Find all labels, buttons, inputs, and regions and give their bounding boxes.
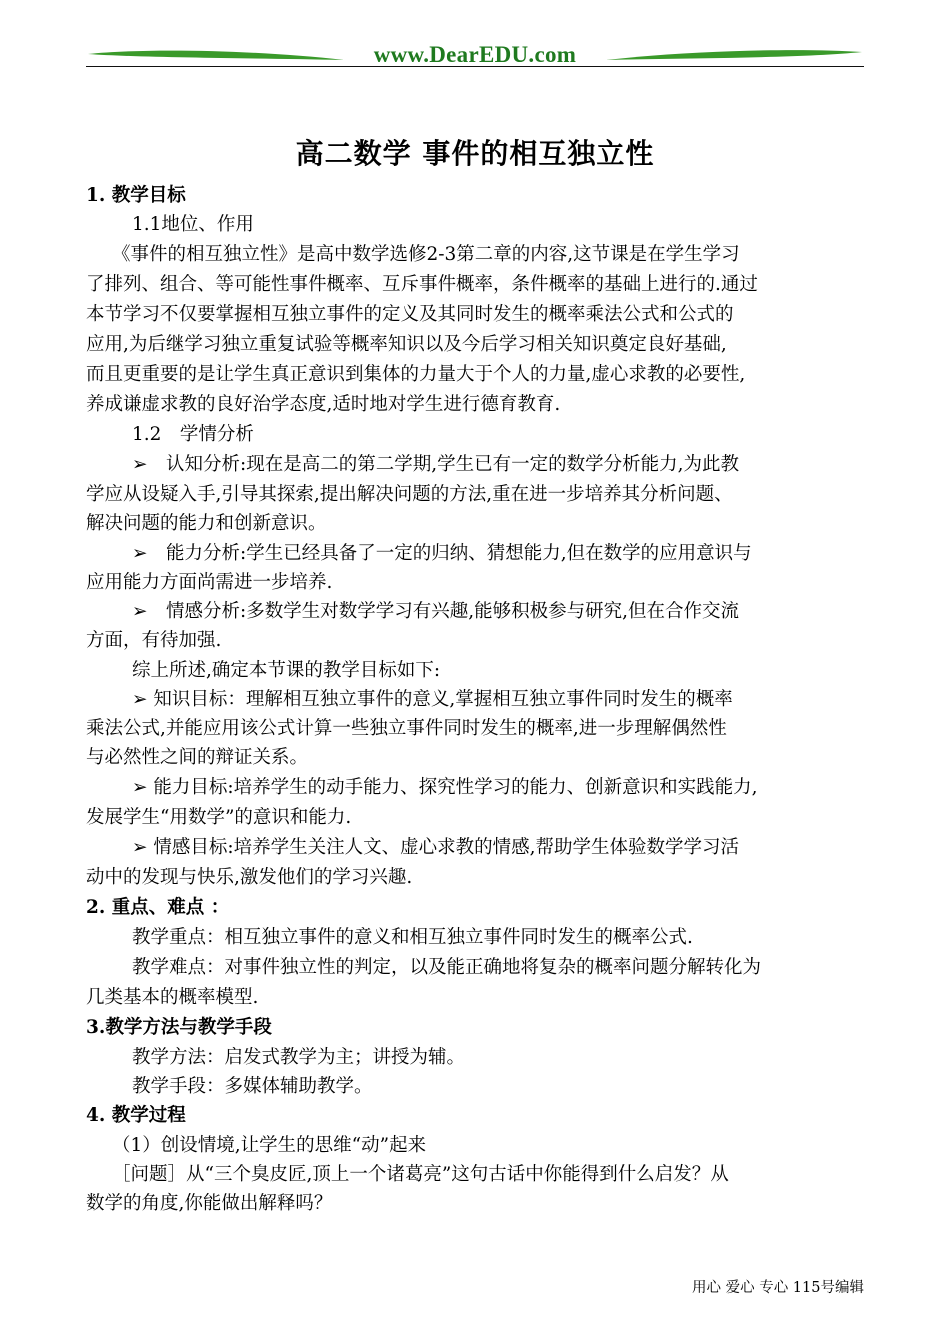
paragraph-line: 了排列、组合、等可能性事件概率、互斥事件概率，条件概率的基础上进行的.通过: [86, 274, 758, 295]
site-brand: www.DearEDU.com: [373, 42, 577, 67]
paragraph-line: 方面，有待加强.: [86, 630, 222, 651]
paragraph-line: 与必然性之间的辩证关系。: [86, 747, 309, 768]
paragraph-line: 几类基本的概率模型.: [86, 987, 259, 1008]
paragraph-line: 学应从设疑入手,引导其探索,提出解决问题的方法,重在进一步培养其分析问题、: [86, 484, 733, 505]
paragraph-line: 教学手段：多媒体辅助教学。: [132, 1076, 373, 1097]
paragraph-line: 数学的角度,你能做出解释吗？: [86, 1193, 333, 1214]
paragraph-line: 解决问题的能力和创新意识。: [86, 513, 327, 534]
bullet-line: ➢ 能力目标:培养学生的动手能力、探究性学习的能力、创新意识和实践能力,: [132, 777, 758, 798]
subsection-heading: 1.2 学情分析: [132, 424, 254, 445]
paragraph-line: （1）创设情境,让学生的思维“动”起来: [112, 1135, 427, 1156]
paragraph-line: 教学难点：对事件独立性的判定，以及能正确地将复杂的概率问题分解转化为: [132, 957, 762, 978]
section-heading: 1. 教学目标: [86, 185, 186, 206]
paragraph-line: 《事件的相互独立性》是高中数学选修2-3第二章的内容,这节课是在学生学习: [112, 244, 740, 265]
paragraph-line: 教学重点：相互独立事件的意义和相互独立事件同时发生的概率公式.: [132, 927, 693, 948]
page-title: 高二数学 事件的相互独立性: [295, 137, 655, 170]
paragraph-line: 乘法公式,并能应用该公式计算一些独立事件同时发生的概率,进一步理解偶然性: [86, 718, 727, 739]
paragraph-line: 综上所述,确定本节课的教学目标如下:: [132, 660, 441, 681]
header-banner: [86, 38, 864, 72]
paragraph-line: 应用,为后继学习独立重复试验等概率知识以及今后学习相关知识奠定良好基础,: [86, 334, 727, 355]
bullet-line: ➢ 情感目标:培养学生关注人文、虚心求教的情感,帮助学生体验数学学习活: [132, 837, 739, 858]
header-rule: [86, 66, 864, 67]
section-heading: 2. 重点、难点 ：: [86, 897, 230, 918]
page-footer: 用心 爱心 专心 115号编辑: [691, 1280, 864, 1296]
paragraph-line: 应用能力方面尚需进一步培养.: [86, 572, 333, 593]
bullet-line: ➢ 知识目标：理解相互独立事件的意义,掌握相互独立事件同时发生的概率: [132, 689, 733, 710]
paragraph-line: 动中的发现与快乐,激发他们的学习兴趣.: [86, 867, 413, 888]
bullet-line: ➢ 认知分析:现在是高二的第二学期,学生已有一定的数学分析能力,为此教: [132, 454, 739, 475]
paragraph-line: 而且更重要的是让学生真正意识到集体的力量大于个人的力量,虚心求教的必要性,: [86, 364, 746, 385]
paragraph-line: 本节学习不仅要掌握相互独立事件的定义及其同时发生的概率乘法公式和公式的: [86, 304, 734, 325]
paragraph-line: 教学方法：启发式教学为主；讲授为辅。: [132, 1047, 466, 1068]
bullet-line: ➢ 能力分析:学生已经具备了一定的归纳、猜想能力,但在数学的应用意识与: [132, 543, 752, 564]
section-heading: 4. 教学过程: [86, 1105, 186, 1126]
section-heading: 3.教学方法与教学手段: [86, 1017, 272, 1038]
paragraph-line: 养成谦虚求教的良好治学态度,适时地对学生进行德育教育.: [86, 394, 561, 415]
paragraph-line: ［问题］从“三个臭皮匠,顶上一个诸葛亮”这句古话中你能得到什么启发？从: [112, 1164, 729, 1185]
subsection-heading: 1.1地位、作用: [132, 214, 254, 235]
paragraph-line: 发展学生“用数学”的意识和能力.: [86, 807, 352, 828]
bullet-line: ➢ 情感分析:多数学生对数学学习有兴趣,能够积极参与研究,但在合作交流: [132, 601, 739, 622]
